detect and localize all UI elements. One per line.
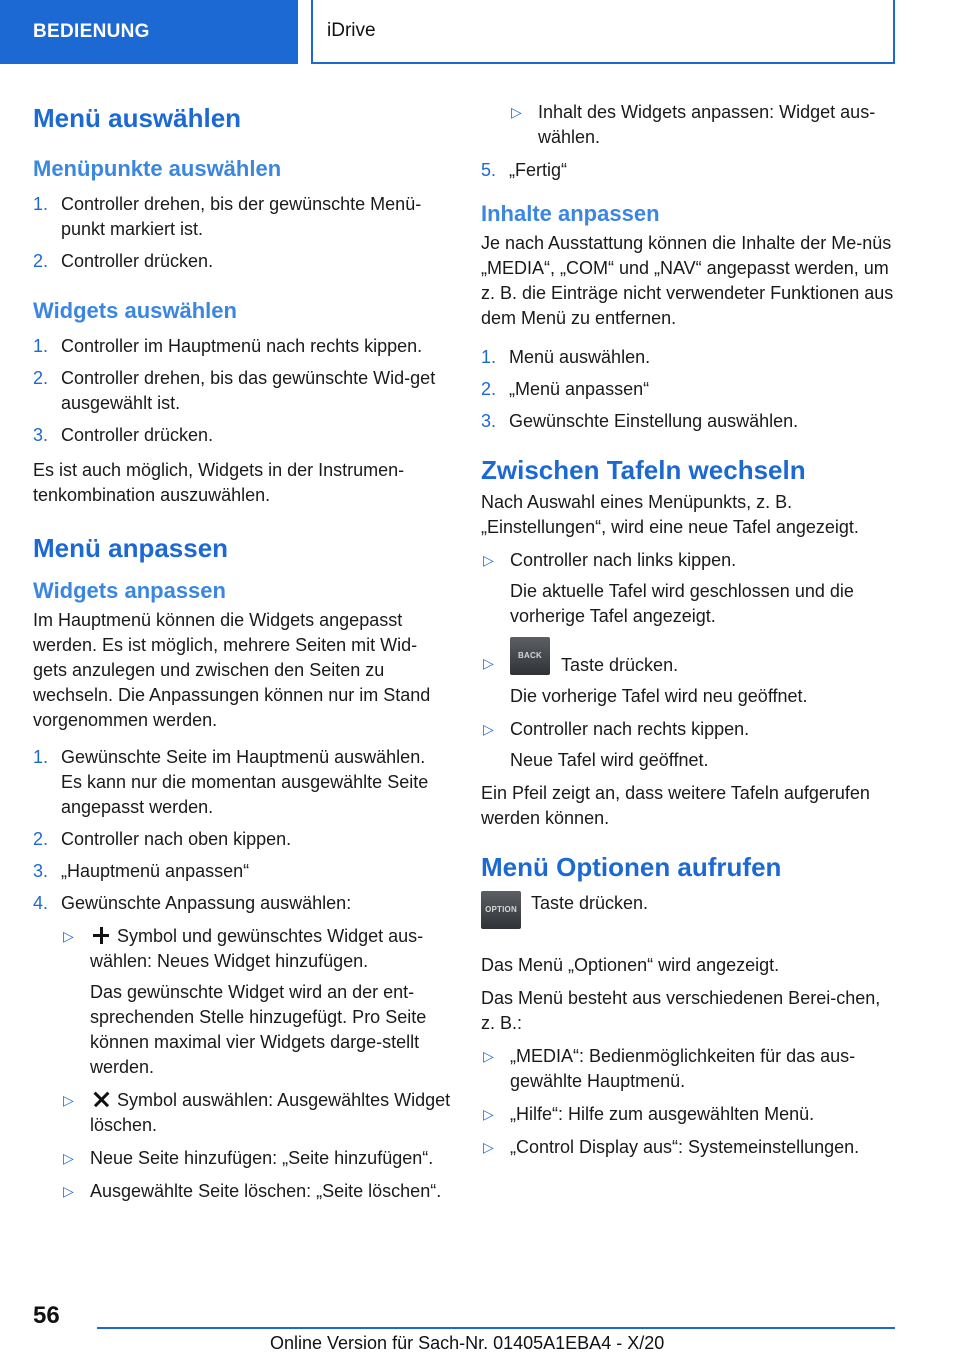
section-label: BEDIENUNG <box>0 0 298 64</box>
heading-widgets-select: Widgets auswählen <box>33 298 237 323</box>
heading-widgets-adjust: Widgets anpassen <box>33 578 226 603</box>
list-item: ▷ Ausgewählte Seite löschen: „Seite löschen“. <box>61 1179 451 1204</box>
options-list <box>481 1044 899 1160</box>
heading-items-select: Menüpunkte auswählen <box>33 156 282 181</box>
list-item: 1. Menü auswählen. <box>481 347 651 367</box>
triangle-bullet-icon: ▷ <box>483 1138 494 1155</box>
options-text: Das Menü besteht aus verschiedenen Berei-chen, z. B.: <box>481 987 881 1033</box>
switch-note: Ein Pfeil zeigt an, dass weitere Tafeln aufgerufen werden können. <box>481 782 870 828</box>
list-item: ▷ „Control Display aus“: Systemeinstellungen. <box>481 1135 899 1160</box>
widgets-note: Es ist auch möglich, Widgets in der Instrumen-tenkombination auszuwählen. <box>33 460 405 505</box>
back-button-icon: BACK <box>510 637 550 675</box>
step-five-list <box>481 158 899 183</box>
adjust-options-list <box>61 924 451 1204</box>
triangle-bullet-icon: ▷ <box>63 1183 74 1199</box>
list-item: ▷ „Hilfe“: Hilfe zum ausgewählten Menü. <box>481 1102 899 1127</box>
list-item: 2. Controller nach oben kippen. <box>33 829 292 849</box>
triangle-bullet-icon: ▷ <box>63 1092 74 1108</box>
list-item: ▷ Controller nach links kippen. Die aktuelle Tafel wird geschlossen und die vorherige Tafel angezeigt. <box>483 550 854 626</box>
footer-divider <box>97 1327 895 1329</box>
list-item: 5. „Fertig“ <box>481 160 567 180</box>
content-steps-list <box>481 345 899 434</box>
page-header <box>0 0 960 66</box>
switch-options-list <box>481 548 899 773</box>
heading-menu-select: Menü auswählen <box>33 103 242 133</box>
close-icon <box>90 1090 112 1108</box>
page-number: 56 <box>33 1302 60 1329</box>
list-item: 2. „Menü anpassen“ <box>481 379 650 399</box>
list-item: ▷ Controller nach rechts kippen. Neue Tafel wird geöffnet. <box>483 718 750 770</box>
chapter-title: iDrive <box>311 0 895 64</box>
list-item: 3. Controller drücken. <box>33 425 214 445</box>
list-item: 3. „Hauptmenü anpassen“ <box>33 861 250 881</box>
triangle-bullet-icon: ▷ <box>483 552 494 568</box>
list-item: 1. Controller drehen, bis der gewünschte Menü-punkt markiert ist. <box>33 194 422 239</box>
right-column <box>481 100 899 1168</box>
list-item: 1. Gewünschte Seite im Hauptmenü auswählen. Es kann nur die momentan ausgewählte Seite angepasst werden. <box>33 747 429 817</box>
triangle-bullet-icon: ▷ <box>483 1047 494 1064</box>
list-item: 3. Gewünschte Einstellung auswählen. <box>481 411 799 431</box>
list-item: 4. Gewünschte Anpassung auswählen: ▷ Symbol und gewünschtes Widget aus-wählen: Neues Widget hinzufügen. Das gewünschte Widget wird an der ent-sprechenden Stelle hinzugefügt. Pro Seite können maximal vier Widgets darge-stellt werden. ▷ Symbol auswählen: Ausgewähltes Widget löschen. ▷ Neue Seite hinzufügen: „Seite hinzufügen“. ▷ Ausgewählte Seite löschen: „Seite löschen“. <box>33 891 451 1204</box>
switch-text: Nach Auswahl eines Menüpunkts, z. B. „Einstellungen“, wird eine neue Tafel angezeigt. <box>481 492 859 537</box>
options-shown: Das Menü „Optionen“ wird angezeigt. <box>481 954 780 975</box>
list-item: 1. Controller im Hauptmenü nach rechts kippen. <box>33 336 423 356</box>
triangle-bullet-icon: ▷ <box>483 1105 494 1122</box>
list-item: ▷ „MEDIA“: Bedienmöglichkeiten für das aus-gewählte Hauptmenü. <box>483 1045 856 1091</box>
list-item: ▷ Inhalt des Widgets anpassen: Widget aus-wählen. <box>511 102 876 147</box>
heading-switch-panels: Zwischen Tafeln wechseln <box>481 455 806 485</box>
triangle-bullet-icon: ▷ <box>63 928 74 944</box>
content-text: Je nach Ausstattung können die Inhalte der Me-nüs „MEDIA“, „COM“ und „NAV“ angepasst werden, um z. B. die Einträge nicht verwendeter Funktionen aus dem Menü zu entfernen. <box>481 233 894 328</box>
widgets-adjust-text: Im Hauptmenü können die Widgets angepasst werden. Es ist möglich, mehrere Seiten mit Wid-gets anzulegen und zwischen den Seiten zu wechseln. Die Anpassungen können nur im Stand vorgenommen werden. <box>33 610 431 730</box>
heading-menu-adjust: Menü anpassen <box>33 533 229 563</box>
list-item: ▷ Symbol auswählen: Ausgewähltes Widget löschen. <box>63 1090 451 1135</box>
option-press-line: OPTION Taste drücken. <box>481 891 899 945</box>
triangle-bullet-icon: ▷ <box>63 1150 74 1166</box>
left-column <box>33 100 451 1214</box>
continued-options-list <box>509 100 899 150</box>
list-item: ▷ Symbol und gewünschtes Widget aus-wählen: Neues Widget hinzufügen. Das gewünschte Widget wird an der ent-sprechenden Stelle hinzugefügt. Pro Seite können maximal vier Widgets darge-stellt werden. <box>63 926 427 1077</box>
list-item: 2. Controller drehen, bis das gewünschte Wid-get ausgewählt ist. <box>33 368 436 413</box>
list-item: ▷ Neue Seite hinzufügen: „Seite hinzufügen“. <box>61 1146 451 1171</box>
triangle-bullet-icon: ▷ <box>483 655 494 671</box>
heading-options: Menü Optionen aufrufen <box>481 851 782 882</box>
heading-content-adjust: Inhalte anpassen <box>481 201 660 226</box>
adjust-steps-list <box>33 745 451 1204</box>
list-item: ▷ BACK Taste drücken. Die vorherige Tafel wird neu geöffnet. <box>481 637 899 709</box>
items-steps-list <box>33 192 451 274</box>
list-item: 2. Controller drücken. <box>33 251 214 271</box>
option-button-icon: OPTION <box>481 891 521 929</box>
plus-icon <box>90 926 112 944</box>
widgets-steps-list <box>33 334 451 448</box>
triangle-bullet-icon: ▷ <box>511 104 522 120</box>
footer-text: Online Version für Sach-Nr. 01405A1EBA4 - X/20 <box>270 1333 665 1353</box>
triangle-bullet-icon: ▷ <box>483 720 494 737</box>
